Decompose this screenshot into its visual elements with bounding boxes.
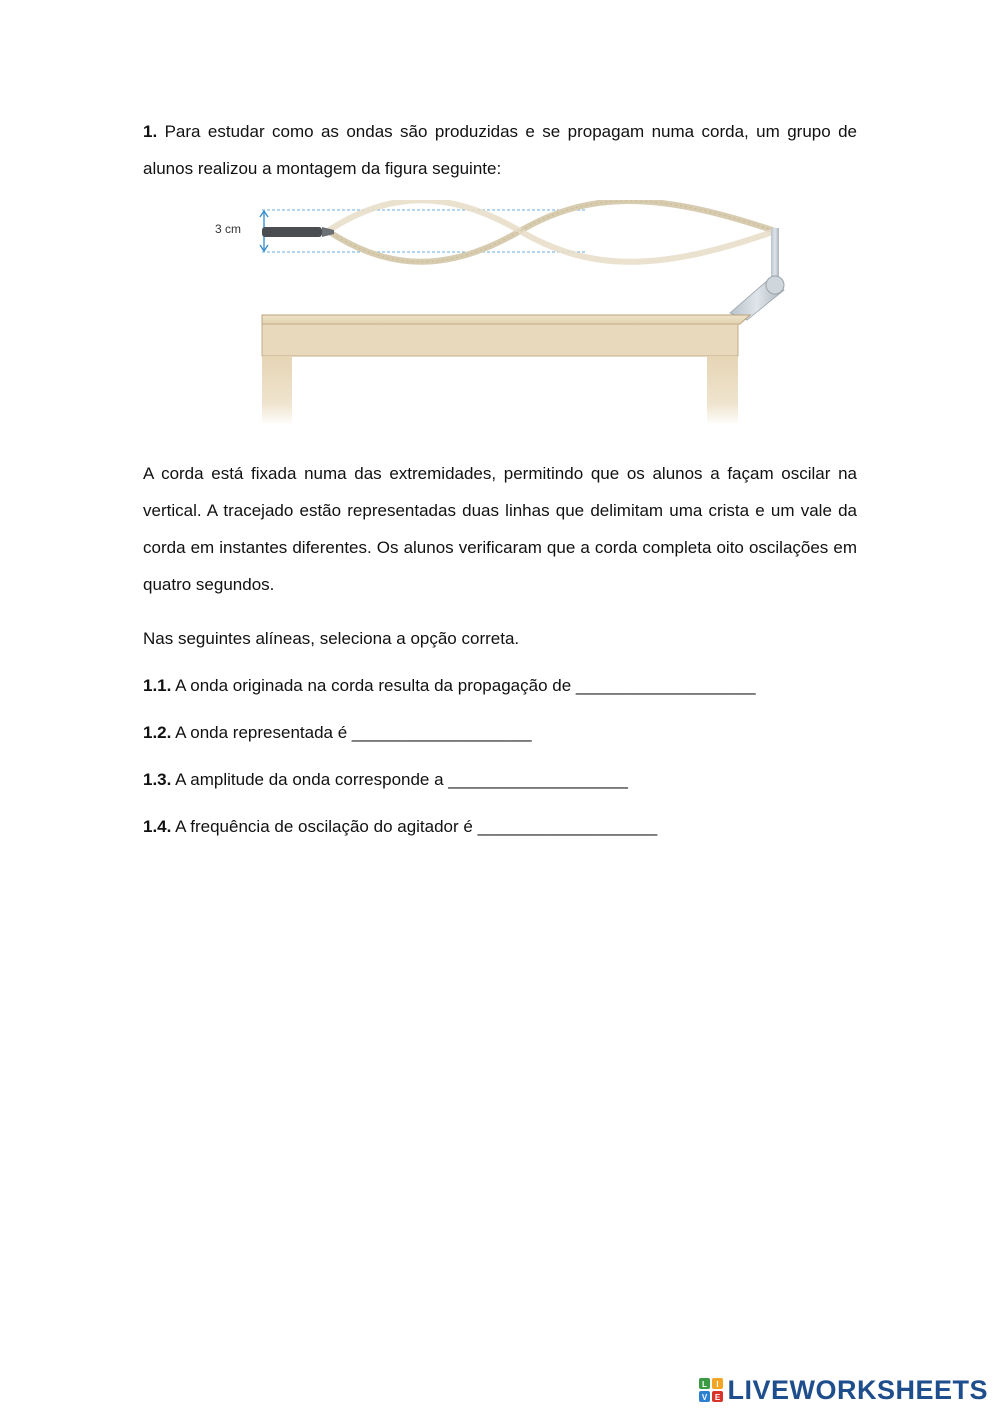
answer-blank[interactable]: ___________________: [448, 770, 628, 789]
rope-clamp: [262, 227, 322, 237]
question-number: 1.: [143, 122, 158, 141]
svg-text:L: L: [702, 1380, 708, 1389]
question-text: A onda originada na corda resulta da propagação de: [171, 676, 576, 695]
intro-text: Para estudar como as ondas são produzidas e se propagam numa corda, um grupo de alunos realizou a montagem da figura seguinte:: [143, 122, 857, 178]
question-1-4: [143, 815, 657, 839]
question-number: 1.3.: [143, 770, 172, 789]
liveworksheets-icon: [698, 1377, 724, 1403]
table: [262, 315, 750, 425]
agitator-rod: [771, 228, 779, 278]
intro-paragraph: [143, 113, 857, 187]
table-top: [262, 315, 750, 324]
wave-figure: [200, 200, 800, 425]
answer-blank[interactable]: ___________________: [351, 723, 532, 742]
svg-text:V: V: [702, 1393, 708, 1402]
question-1-1: [143, 674, 756, 698]
question-text: A amplitude da onda corresponde a: [171, 770, 449, 789]
logo-text: LIVEWORKSHEETS: [727, 1374, 988, 1405]
liveworksheets-logo: [698, 1372, 988, 1408]
rope-table-illustration: [200, 200, 800, 425]
amplitude-label: 3 cm: [215, 222, 242, 236]
table-leg-right: [707, 356, 738, 425]
description-paragraph: A corda está fixada numa das extremidades, permitindo que os alunos a façam oscilar na vertical. A tracejado estão representadas duas linhas que delimitam uma crista e um vale da corda em instantes diferentes. Os alunos verificaram que a corda completa oito oscilações em quatro segundos.: [143, 464, 857, 594]
instruction-text: Nas seguintes alíneas, seleciona a opção correta.: [143, 629, 520, 648]
answer-blank[interactable]: ___________________: [477, 817, 658, 836]
question-text: A onda representada é: [171, 723, 352, 742]
table-leg-left: [262, 356, 292, 425]
agitator-arm: [730, 276, 784, 320]
answer-blank[interactable]: ___________________: [575, 676, 756, 695]
question-1-2: [143, 721, 532, 745]
question-1-3: [143, 768, 628, 792]
table-apron: [262, 324, 738, 356]
question-text: A frequência de oscilação do agitador é: [171, 817, 478, 836]
question-number: 1.2.: [143, 723, 172, 742]
svg-text:E: E: [715, 1393, 721, 1402]
question-number: 1.1.: [143, 676, 172, 695]
question-number: 1.4.: [143, 817, 172, 836]
svg-text:I: I: [716, 1380, 720, 1389]
